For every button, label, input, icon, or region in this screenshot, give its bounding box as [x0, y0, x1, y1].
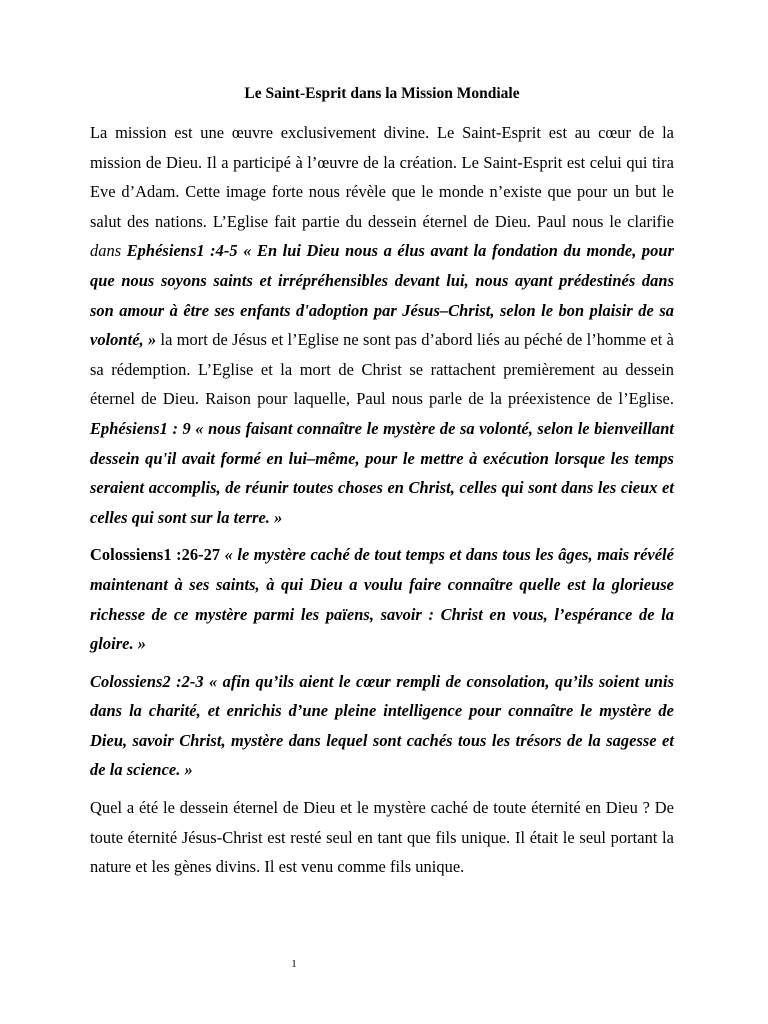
paragraph-colossiens1 — [90, 540, 674, 658]
page-footer — [0, 958, 768, 970]
text-run: dans — [90, 241, 127, 261]
paragraph-eternal-plan — [90, 793, 674, 882]
paragraph-colossiens2 — [90, 667, 674, 785]
scripture-reference: Colossiens1 :26-27 — [90, 545, 221, 565]
paragraph-intro — [90, 118, 674, 532]
scripture-quote: « le mystère caché de tout temps et dans tous les âges, mais révélé maintenant à ses saints, à qui Dieu a voulu faire connaître quelle est la glorieuse richesse de ce mystère parmi les païens, savoir : Christ en vous, l’espérance de la gloire. » — [90, 545, 674, 654]
document-page — [90, 84, 674, 882]
scripture-quote: Ephésiens1 :4-5 « En lui Dieu nous a élus avant la fondation du monde, pour que nous soyons saints et irrépréhensibles devant lui, nous ayant prédestinés dans son amour à être ses enfants d'adoption par Jésus–Christ, selon le bon plaisir de sa volonté, » — [90, 241, 674, 350]
scripture-quote: Ephésiens1 : 9 « nous faisant connaître le mystère de sa volonté, selon le bienveillant dessein qu'il avait formé en lui–même, pour le mettre à exécution lorsque les temps seraient accomplis, de réunir toutes choses en Christ, celles qui sont dans les cieux et celles qui sont sur la terre. » — [90, 418, 674, 527]
text-run: La mission est une œuvre exclusivement divine. Le Saint-Esprit est au cœur de la mission de Dieu. Il a participé à l’œuvre de la création. Le Saint-Esprit est celui qui tira Eve d’Adam. Cette image forte nous révèle que le monde n’existe que pour un but le salut des nations. L’Eglise fait partie du dessein éternel de Dieu. Paul nous le clarifie — [90, 123, 674, 231]
document-title: Le Saint-Esprit dans la Mission Mondiale — [244, 85, 520, 102]
text-run: la mort de Jésus et l’Eglise ne sont pas d’abord liés au péché de l’homme et à sa rédemption. L’Eglise et la mort de Christ se rattachent premièrement au dessein éternel de Dieu. Raison pour laquelle, Paul nous parle de la préexistence de l’Eglise. — [90, 330, 674, 409]
text-run: Quel a été le dessein éternel de Dieu et le mystère caché de toute éternité en Dieu ? De toute éternité Jésus-Christ est resté seul en tant que fils unique. Il était le seul portant la nature et les gènes divins. Il est venu comme fils unique. — [90, 798, 674, 877]
scripture-quote: Colossiens2 :2-3 « afin qu’ils aient le cœur rempli de consolation, qu’ils soient unis dans la charité, et enrichis d’une pleine intelligence pour connaître le mystère de Dieu, savoir Christ, mystère dans lequel sont cachés tous les trésors de la sagesse et de la science. » — [90, 671, 674, 780]
page-number: 1 — [291, 958, 297, 970]
